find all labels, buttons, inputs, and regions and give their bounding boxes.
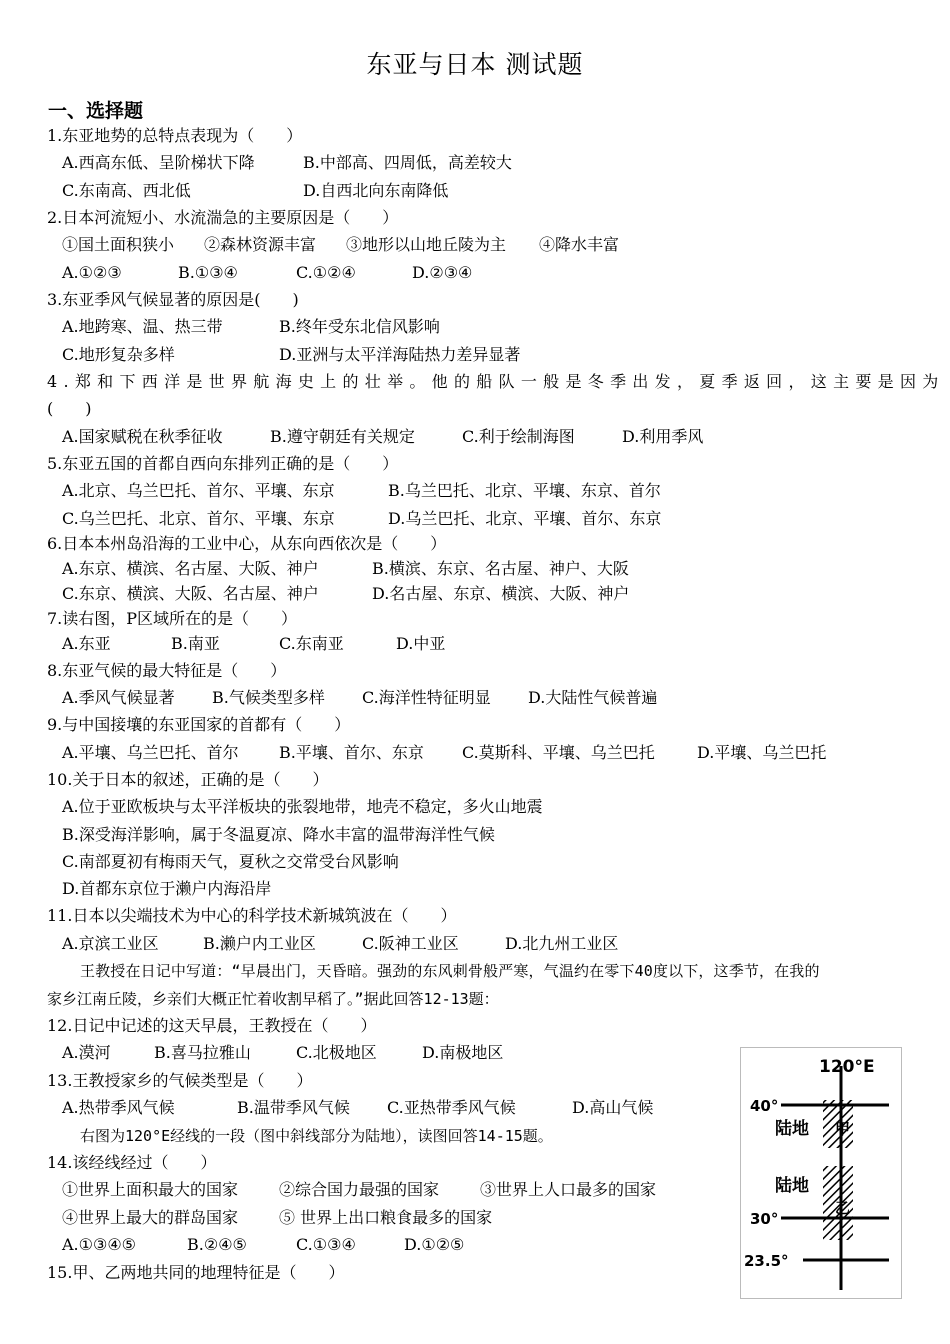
q3-options-row2 xyxy=(62,344,521,366)
question-14: 14.该经线经过（ ） xyxy=(47,1153,217,1172)
q10-option-a: A.位于亚欧板块与太平洋板块的张裂地带，地壳不稳定，多火山地震 xyxy=(62,797,543,816)
label-land1: 陆地 xyxy=(775,1119,809,1139)
question-1: 1.东亚地势的总特点表现为（ ） xyxy=(47,126,303,145)
question-10: 10.关于日本的叙述，正确的是（ ） xyxy=(47,770,329,789)
question-4: 4.郑和下西洋是世界航海史上的壮举。他的船队一般是冬季出发，夏季返回，这主要是因为 xyxy=(47,372,945,391)
q2-statement-3: ③地形以山地丘陵为主 xyxy=(346,235,507,254)
meridian-diagram xyxy=(741,1048,901,1298)
q11-options xyxy=(62,933,619,955)
page-title: 东亚与日本 测试题 xyxy=(366,50,584,79)
q9-option-d: D.平壤、乌兰巴托 xyxy=(697,743,827,762)
q6-options-row2 xyxy=(62,583,630,605)
q7-options xyxy=(62,633,446,655)
label-lat40: 40° xyxy=(750,1097,779,1115)
q14-statement-1: ①世界上面积最大的国家 xyxy=(62,1180,239,1199)
q8-option-b: B.气候类型多样 xyxy=(212,688,325,707)
q1-options-row2 xyxy=(62,180,449,202)
q5-option-a: A.北京、乌兰巴托、首尔、平壤、东京 xyxy=(62,481,335,500)
q2-statement-4: ④降水丰富 xyxy=(539,235,620,254)
question-6: 6.日本本州岛沿海的工业中心，从东向西依次是（ ） xyxy=(47,534,447,553)
q2-option-c: C.①②④ xyxy=(296,263,356,282)
q14-option-a: A.①③④⑤ xyxy=(62,1235,137,1254)
question-13: 13.王教授家乡的气候类型是（ ） xyxy=(47,1071,313,1090)
q5-option-b: B.乌兰巴托、北京、平壤、东京、首尔 xyxy=(388,481,661,500)
question-12: 12.日记中记述的这天早晨，王教授在（ ） xyxy=(47,1016,377,1035)
q9-option-a: A.平壤、乌兰巴托、首尔 xyxy=(62,743,239,762)
q8-option-c: C.海洋性特征明显 xyxy=(362,688,491,707)
passage-diary-line2: 家乡江南丘陵，乡亲们大概正忙着收割早稻了。”据此回答12-13题： xyxy=(47,990,499,1008)
q2-statement-1: ①国土面积狭小 xyxy=(62,235,175,254)
q7-option-b: B.南亚 xyxy=(171,634,220,653)
label-lon: 120°E xyxy=(819,1057,875,1077)
q9-option-b: B.平壤、首尔、东京 xyxy=(279,743,424,762)
q12-option-a: A.漠河 xyxy=(62,1043,111,1062)
q2-option-b: B.①③④ xyxy=(178,263,238,282)
q7-option-a: A.东亚 xyxy=(62,634,111,653)
q6-option-c: C.东京、横滨、大阪、名古屋、神户 xyxy=(62,584,319,603)
q10-option-d: D.首都东京位于濑户内海沿岸 xyxy=(62,879,272,898)
label-jia: 甲 xyxy=(835,1120,851,1138)
q14-option-c: C.①③④ xyxy=(296,1235,356,1254)
question-7: 7.读右图，P区域所在的是（ ） xyxy=(47,609,298,628)
passage-figure-intro: 右图为120°E经线的一段（图中斜线部分为陆地），读图回答14-15题。 xyxy=(80,1127,553,1145)
q14-options xyxy=(62,1234,465,1256)
q14-option-d: D.①②⑤ xyxy=(404,1235,465,1254)
q1-options-row1 xyxy=(62,152,512,174)
q3-option-d: D.亚洲与太平洋海陆热力差异显著 xyxy=(279,345,521,364)
label-yi: 乙 xyxy=(835,1199,851,1217)
meridian-figure xyxy=(740,1047,902,1299)
label-lat23: 23.5° xyxy=(744,1252,789,1270)
passage-diary-line1: 王教授在日记中写道：“早晨出门，天昏暗。强劲的东风刺骨般严寒，气温约在零下40度以下，这季节，在我的 xyxy=(80,962,820,980)
q1-option-c: C.东南高、西北低 xyxy=(62,181,191,200)
q12-option-d: D.南极地区 xyxy=(422,1043,504,1062)
q12-options xyxy=(62,1042,504,1064)
q8-option-d: D.大陆性气候普遍 xyxy=(528,688,658,707)
q11-option-a: A.京滨工业区 xyxy=(62,934,159,953)
q1-option-b: B.中部高、四周低，高差较大 xyxy=(303,153,512,172)
label-land2: 陆地 xyxy=(775,1176,809,1196)
q4-option-c: C.利于绘制海图 xyxy=(462,427,575,446)
q14-option-b: B.②④⑤ xyxy=(187,1235,247,1254)
q14-statement-4: ④世界上最大的群岛国家 xyxy=(62,1208,239,1227)
q14-statements-row2 xyxy=(62,1207,493,1229)
q1-option-d: D.自西北向东南降低 xyxy=(303,181,449,200)
q4-option-a: A.国家赋税在秋季征收 xyxy=(62,427,223,446)
q8-options xyxy=(62,687,658,709)
q11-option-d: D.北九州工业区 xyxy=(505,934,619,953)
q14-statements-row1 xyxy=(62,1179,657,1201)
question-8: 8.东亚气候的最大特征是（ ） xyxy=(47,661,287,680)
q8-option-a: A.季风气候显著 xyxy=(62,688,175,707)
q3-option-a: A.地跨寒、温、热三带 xyxy=(62,317,223,336)
q2-statements xyxy=(62,234,620,256)
q2-statement-2: ②森林资源丰富 xyxy=(204,235,317,254)
question-9: 9.与中国接壤的东亚国家的首都有（ ） xyxy=(47,715,351,734)
q5-options-row1 xyxy=(62,480,661,502)
q4-options xyxy=(62,426,704,448)
q11-option-b: B.濑户内工业区 xyxy=(203,934,316,953)
q5-options-row2 xyxy=(62,508,662,530)
q2-option-d: D.②③④ xyxy=(412,263,473,282)
q12-option-c: C.北极地区 xyxy=(296,1043,377,1062)
label-lat30: 30° xyxy=(750,1210,779,1228)
q3-option-c: C.地形复杂多样 xyxy=(62,345,175,364)
section-heading: 一、选择题 xyxy=(48,100,144,122)
q7-option-c: C.东南亚 xyxy=(279,634,344,653)
q13-option-a: A.热带季风气候 xyxy=(62,1098,175,1117)
q9-options xyxy=(62,742,827,764)
question-3: 3.东亚季风气候显著的原因是( ) xyxy=(47,290,299,309)
question-4-blank: ( ) xyxy=(47,399,92,418)
q6-option-b: B.横滨、东京、名古屋、神户、大阪 xyxy=(372,559,629,578)
question-15: 15.甲、乙两地共同的地理特征是（ ） xyxy=(47,1263,345,1282)
q13-option-c: C.亚热带季风气候 xyxy=(387,1098,516,1117)
question-11: 11.日本以尖端技术为中心的科学技术新城筑波在（ ） xyxy=(47,906,457,925)
q7-option-d: D.中亚 xyxy=(396,634,446,653)
q6-options-row1 xyxy=(62,558,629,580)
q13-option-b: B.温带季风气候 xyxy=(237,1098,350,1117)
question-2: 2.日本河流短小、水流湍急的主要原因是（ ） xyxy=(47,208,399,227)
q4-option-d: D.利用季风 xyxy=(622,427,704,446)
q2-option-a: A.①②③ xyxy=(62,263,122,282)
q11-option-c: C.阪神工业区 xyxy=(362,934,459,953)
q5-option-c: C.乌兰巴托、北京、首尔、平壤、东京 xyxy=(62,509,335,528)
q12-option-b: B.喜马拉雅山 xyxy=(154,1043,251,1062)
q14-statement-3: ③世界上人口最多的国家 xyxy=(480,1180,657,1199)
q13-options xyxy=(62,1097,654,1119)
q14-statement-5: ⑤ 世界上出口粮食最多的国家 xyxy=(279,1208,493,1227)
q4-option-b: B.遵守朝廷有关规定 xyxy=(270,427,415,446)
q1-option-a: A.西高东低、呈阶梯状下降 xyxy=(62,153,255,172)
q6-option-d: D.名古屋、东京、横滨、大阪、神户 xyxy=(372,584,630,603)
q3-option-b: B.终年受东北信风影响 xyxy=(279,317,440,336)
q14-statement-2: ②综合国力最强的国家 xyxy=(279,1180,440,1199)
q2-options xyxy=(62,262,473,284)
q13-option-d: D.高山气候 xyxy=(572,1098,654,1117)
q10-option-b: B.深受海洋影响，属于冬温夏凉、降水丰富的温带海洋性气候 xyxy=(62,825,495,844)
q3-options-row1 xyxy=(62,316,440,338)
q5-option-d: D.乌兰巴托、北京、平壤、首尔、东京 xyxy=(388,509,662,528)
q9-option-c: C.莫斯科、平壤、乌兰巴托 xyxy=(462,743,655,762)
q10-option-c: C.南部夏初有梅雨天气，夏秋之交常受台风影响 xyxy=(62,852,399,871)
q6-option-a: A.东京、横滨、名古屋、大阪、神户 xyxy=(62,559,319,578)
question-5: 5.东亚五国的首都自西向东排列正确的是（ ） xyxy=(47,454,399,473)
